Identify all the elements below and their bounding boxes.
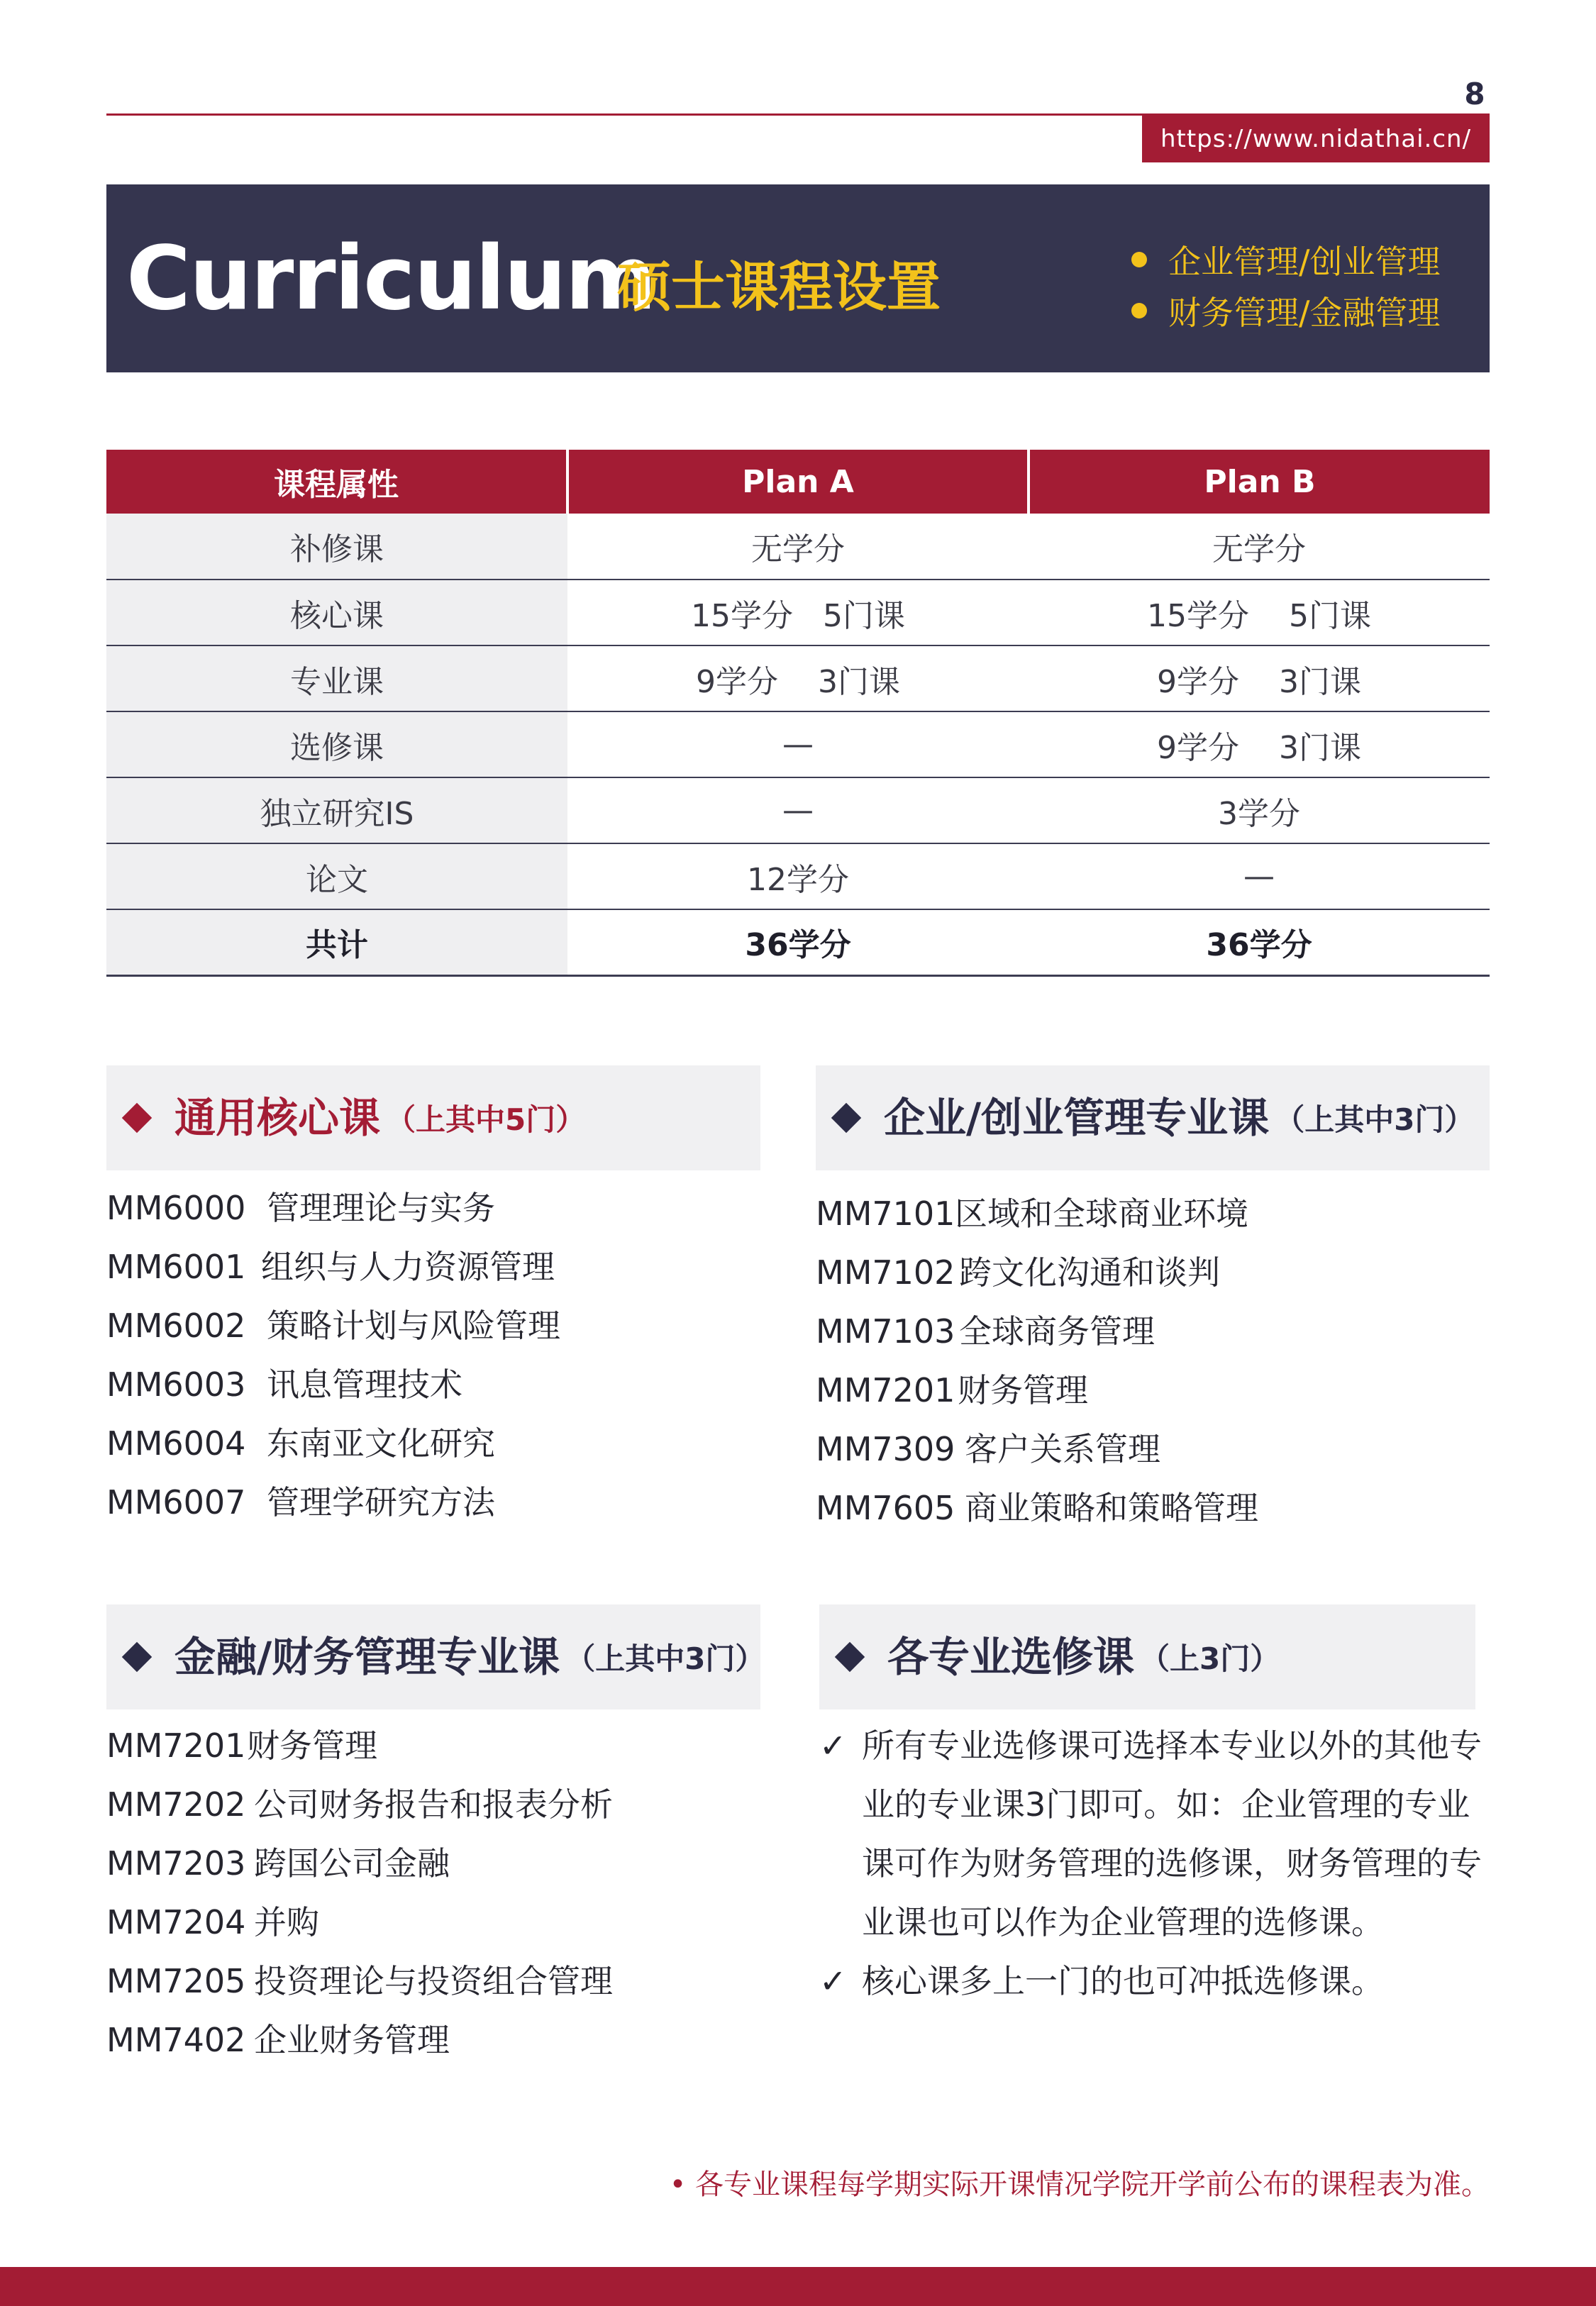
section-title: 通用核心课 [174, 1094, 381, 1142]
finance-courses-header [106, 1604, 765, 1709]
course-name: 商业策略和策略管理 [965, 1489, 1258, 1527]
course-code: MM6007 [106, 1483, 246, 1521]
course-name: 区域和全球商业环境 [955, 1194, 1248, 1233]
table-cell: 12学分 [567, 843, 1029, 909]
rule-text: 核心课多上一门的也可冲抵选修课。 [862, 1962, 1384, 2000]
table-cell: — [1029, 843, 1490, 909]
section-note: （上其中5门） [386, 1102, 586, 1137]
list-item [816, 1302, 1490, 1361]
banner-title-cn: 硕士课程设置 [617, 255, 941, 318]
footnote: • 各专业课程每学期实际开课情况学院开学前公布的课程表为准。 [669, 2168, 1490, 2201]
list-item [106, 1297, 759, 1356]
course-code: MM7309 [816, 1430, 955, 1468]
table-cell: 专业课 [106, 645, 567, 711]
section-title: 各专业选修课 [887, 1633, 1135, 1681]
bullet-dot-icon [1131, 303, 1147, 318]
table-row [106, 580, 1490, 645]
table-row [106, 514, 1490, 580]
elective-courses-header [819, 1604, 1475, 1709]
list-item [106, 1179, 759, 1238]
course-name: 公司财务报告和报表分析 [254, 1785, 613, 1824]
bullet-dot-icon [1131, 252, 1147, 267]
course-code: MM7605 [816, 1489, 955, 1527]
course-code: MM7202 [106, 1785, 246, 1824]
list-item [106, 1775, 759, 1834]
bottom-bar [0, 2267, 1596, 2306]
course-code: MM7103 [816, 1312, 955, 1351]
section-title: 金融/财务管理专业课 [174, 1633, 560, 1681]
table-cell: 补修课 [106, 514, 567, 580]
page-number: 8 [1464, 77, 1485, 111]
course-code: MM7205 [106, 1962, 246, 2000]
table-cell: 无学分 [1029, 514, 1490, 580]
diamond-icon [831, 1103, 861, 1133]
list-item [106, 1893, 759, 1952]
banner-tag-label: 财务管理/金融管理 [1168, 294, 1441, 332]
table-cell: 15学分 5门课 [567, 580, 1029, 645]
table-row [106, 843, 1490, 909]
banner-tag-label: 企业管理/创业管理 [1168, 243, 1441, 281]
section-note: （上其中3门） [565, 1641, 765, 1676]
table-cell: 3学分 [1029, 777, 1490, 843]
list-item [819, 1717, 1490, 1952]
list-item [819, 1952, 1490, 2011]
checkmark-icon: ✓ [819, 1962, 847, 2000]
course-name: 全球商务管理 [959, 1312, 1155, 1351]
list-item [816, 1185, 1490, 1243]
website-url[interactable]: https://www.nidathai.cn/ [1142, 116, 1490, 162]
course-code: MM6000 [106, 1189, 246, 1227]
core-course-list [106, 1179, 759, 1532]
table-row [106, 711, 1490, 777]
table-cell: 9学分 3门课 [1029, 645, 1490, 711]
table-row [106, 645, 1490, 711]
banner-title-en: Curriculum [126, 228, 655, 330]
list-item [106, 1356, 759, 1414]
list-item [816, 1243, 1490, 1302]
table-cell: — [567, 777, 1029, 843]
table-cell: 15学分 5门课 [1029, 580, 1490, 645]
column-header: Plan B [1029, 450, 1490, 514]
table-cell: — [567, 711, 1029, 777]
course-name: 跨文化沟通和谈判 [959, 1253, 1220, 1292]
business-course-list [816, 1185, 1490, 1538]
course-name: 管理理论与实务 [267, 1189, 495, 1227]
list-item [106, 1473, 759, 1532]
table-cell: 36学分 [567, 909, 1029, 975]
banner-tag [1131, 285, 1441, 336]
list-item [106, 1952, 759, 2011]
course-code: MM6004 [106, 1424, 246, 1463]
business-courses-header [816, 1065, 1490, 1170]
course-name: 组织与人力资源管理 [261, 1248, 555, 1286]
course-code: MM7203 [106, 1844, 246, 1883]
diamond-icon [122, 1103, 152, 1133]
table-cell: 独立研究IS [106, 777, 567, 843]
course-name: 企业财务管理 [254, 2021, 450, 2059]
list-item [816, 1361, 1490, 1420]
table-cell: 无学分 [567, 514, 1029, 580]
curriculum-table [106, 450, 1490, 977]
list-item [816, 1479, 1490, 1538]
list-item [106, 1717, 759, 1775]
course-code: MM7101 [816, 1194, 955, 1233]
course-name: 讯息管理技术 [267, 1365, 462, 1404]
course-code: MM7201 [106, 1726, 246, 1765]
list-item [106, 1238, 759, 1297]
section-title: 企业/创业管理专业课 [884, 1094, 1270, 1142]
banner-tag [1131, 234, 1441, 285]
course-name: 管理学研究方法 [267, 1483, 495, 1521]
course-code: MM7402 [106, 2021, 246, 2059]
list-item [106, 1834, 759, 1893]
course-code: MM7102 [816, 1253, 955, 1292]
table-cell: 共计 [106, 909, 567, 975]
table-cell: 36学分 [1029, 909, 1490, 975]
course-code: MM7204 [106, 1903, 246, 1941]
course-name: 财务管理 [247, 1726, 377, 1765]
course-name: 财务管理 [958, 1371, 1088, 1409]
core-courses-header [106, 1065, 760, 1170]
list-item [106, 1414, 759, 1473]
course-name: 东南亚文化研究 [267, 1424, 495, 1463]
course-name: 跨国公司金融 [254, 1844, 450, 1883]
table-cell: 选修课 [106, 711, 567, 777]
column-header: Plan A [567, 450, 1029, 514]
course-code: MM7201 [816, 1371, 955, 1409]
course-code: MM6003 [106, 1365, 246, 1404]
rule-text: 所有专业选修课可选择本专业以外的其他专业的专业课3门即可。如：企业管理的专业课可作为财务管理的选修课，财务管理的专业课也可以作为企业管理的选修课。 [862, 1726, 1482, 1941]
column-header: 课程属性 [106, 450, 567, 514]
banner-tags [1131, 234, 1441, 336]
table-cell: 9学分 3门课 [1029, 711, 1490, 777]
table-total-row [106, 909, 1490, 975]
diamond-icon [835, 1642, 865, 1672]
course-code: MM6002 [106, 1307, 246, 1345]
table-cell: 核心课 [106, 580, 567, 645]
section-note: （上3门） [1140, 1641, 1280, 1676]
table-row [106, 777, 1490, 843]
list-item [106, 2011, 759, 2070]
list-item [816, 1420, 1490, 1479]
elective-rules-list [819, 1717, 1490, 2011]
course-name: 客户关系管理 [965, 1430, 1160, 1468]
table-cell: 论文 [106, 843, 567, 909]
diamond-icon [122, 1642, 152, 1672]
section-note: （上其中3门） [1275, 1102, 1475, 1137]
course-code: MM6001 [106, 1248, 246, 1286]
finance-course-list [106, 1717, 759, 2070]
course-name: 策略计划与风险管理 [267, 1307, 560, 1345]
table-cell: 9学分 3门课 [567, 645, 1029, 711]
course-name: 投资理论与投资组合管理 [254, 1962, 613, 2000]
table-header-row [106, 450, 1490, 514]
checkmark-icon: ✓ [819, 1726, 847, 1765]
course-name: 并购 [254, 1903, 319, 1941]
